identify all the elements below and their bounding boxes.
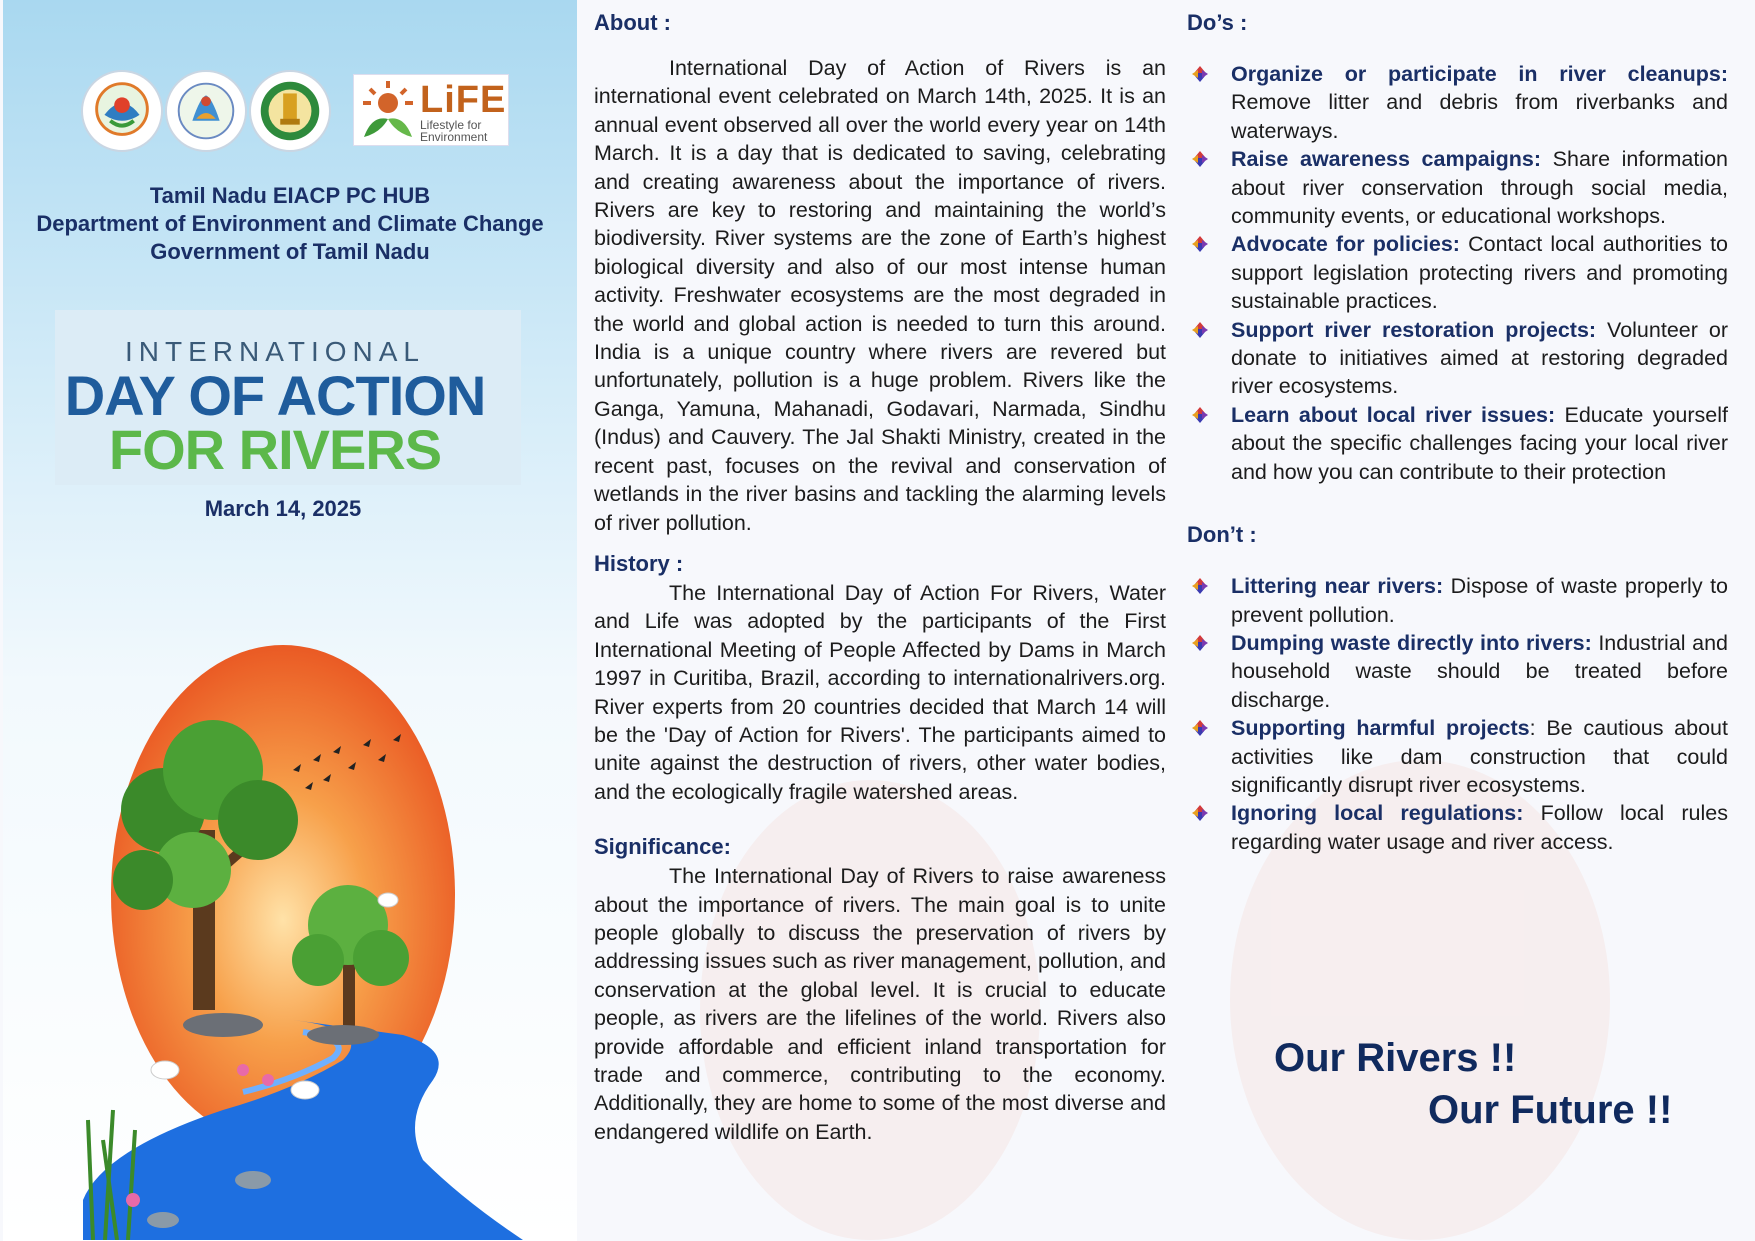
life-logo (353, 74, 509, 146)
bullet-arrow-icon (1191, 150, 1209, 168)
bullet-text: Follow local rules regarding water usage and river access. (1231, 801, 1728, 854)
history-text: The International Day of Action For Rivers, Water and Life was adopted by the participants of the First International Meeting of People Affected by Dams in March 1997 in Curitiba, Brazil, according to internationalrivers.org. River experts from 20 countries decided that March 14 will be the 'Day of Action for Rivers'. The participants aimed to unite against the destruction of rivers, other water bodies, and the ecologically fragile watershed areas. (594, 580, 1166, 804)
bullet-title: Organize or participate in river cleanups: (1231, 62, 1728, 86)
bullet-text: Volunteer or donate to initiatives aimed at restoring degraded river ecosystems. (1231, 317, 1728, 399)
about-text: International Day of Action of Rivers is an international event celebrated on March 14th, 2025. It is an annual event observed all over the world every year on 14th March. It is a day that is dedicated to saving, celebrating and creating awareness about the importance of rivers. Rivers are key to restoring and maintaining the world’s biodiversity. River systems are the zone of Earth’s highest biological diversity and also of our most intense human activity. Freshwater ecosystems are the most degraded in the world and global action is needed to turn this around. India is a unique country where rivers are revered but unfortunately, pollution is a huge problem. Rivers like the Ganga, Yamuna, Mahanadi, Godavari, Narmada, Sindhu (Indus) and Cauvery. The Jal Shakti Ministry, created in the recent past, focuses on the revival and conservation of wetlands in the river basins and tackling the alarming levels of river pollution. (594, 56, 1166, 535)
history-heading: History : (594, 550, 684, 576)
dos-item (1187, 401, 1728, 486)
river-illustration (43, 640, 543, 1240)
bullet-text: Industrial and household waste should be treated before discharge. (1231, 630, 1728, 712)
organization-block (3, 182, 577, 266)
bullet-arrow-icon (1191, 65, 1209, 83)
tamil-nadu-emblem-icon (249, 70, 331, 152)
bullet-title: Littering near rivers: (1231, 574, 1444, 599)
dos-item (1187, 60, 1728, 145)
org-hub-name: Tamil Nadu EIACP PC HUB (149, 183, 431, 208)
org-department: Department of Environment and Climate Change (36, 211, 544, 236)
donts-item (1187, 572, 1728, 629)
bullet-arrow-icon (1191, 235, 1209, 253)
dos-item (1187, 230, 1728, 315)
bullet-text: : Be cautious about activities like dam construction that could significantly disrupt river ecosystems. (1231, 716, 1728, 797)
bullet-text: Remove litter and debris from riverbanks and waterways. (1231, 90, 1728, 143)
bullet-arrow-icon (1191, 321, 1209, 339)
eiacp-emblem-icon (165, 70, 247, 152)
right-column (1187, 8, 1728, 856)
bullet-arrow-icon (1191, 804, 1209, 822)
event-title-banner (55, 310, 521, 485)
life-tagline: Lifestyle for Environment (420, 118, 488, 144)
slogan-line-2: Our Future !! (1428, 1088, 1673, 1132)
logo-row (81, 70, 511, 150)
slogan-line-1: Our Rivers !! (1274, 1036, 1517, 1080)
donts-list (1187, 572, 1728, 856)
event-date: March 14, 2025 (204, 496, 362, 521)
bullet-arrow-icon (1191, 406, 1209, 424)
bullet-title: Raise awareness campaigns: (1231, 147, 1542, 172)
bullet-title: Dumping waste directly into rivers: (1231, 630, 1592, 655)
dos-heading: Do’s : (1187, 10, 1248, 35)
donts-heading: Don’t : (1187, 522, 1257, 548)
bullet-title: Supporting harmful projects (1231, 716, 1530, 741)
bullet-text: Dispose of waste properly to prevent pollution. (1231, 574, 1728, 627)
bullet-title: Learn about local river issues: (1231, 402, 1556, 427)
bullet-title: Advocate for policies: (1231, 232, 1460, 257)
moefcc-emblem-icon (81, 70, 163, 152)
bullet-text: Share information about river conservation through social media, community events, or educational workshops. (1231, 147, 1728, 229)
significance-heading: Significance: (594, 834, 731, 860)
bullet-arrow-icon (1191, 577, 1209, 595)
bullet-text: Contact local authorities to support legislation protecting rivers and promoting sustainable practices. (1231, 232, 1728, 314)
bullet-title: Ignoring local regulations: (1231, 801, 1524, 826)
bullet-text: Educate yourself about the specific challenges facing your local river and how you can contribute to their protection (1231, 402, 1728, 484)
org-government: Government of Tamil Nadu (150, 239, 430, 264)
life-wordmark: LiFE (420, 79, 507, 121)
bullet-arrow-icon (1191, 634, 1209, 652)
dos-item (1187, 316, 1728, 401)
dos-item (1187, 145, 1728, 230)
sun-leaf-icon (358, 79, 418, 141)
dos-list (1187, 60, 1728, 486)
middle-column (594, 8, 1166, 1146)
donts-item (1187, 714, 1728, 799)
cover-panel (3, 0, 577, 1241)
banner-line-international: INTERNATIONAL (125, 336, 425, 367)
bullet-title: Support river restoration projects: (1231, 317, 1597, 342)
donts-item (1187, 799, 1728, 856)
banner-line-day-of-action: DAY OF ACTION (64, 364, 486, 427)
donts-item (1187, 629, 1728, 714)
bullet-arrow-icon (1191, 719, 1209, 737)
significance-text: The International Day of Rivers to raise awareness about the importance of rivers. The main goal is to unite people globally to discuss the preservation of rivers by addressing issues such as river management, pollution, and conservation at the global level. It is crucial to educate people, as rivers are the lifelines of the world. Rivers also provide affordable and efficient inland transportation for trade and commerce, contributing to the economy. Additionally, they are home to some of the most diverse and endangered wildlife on Earth. (594, 864, 1166, 1144)
about-heading: About : (594, 10, 671, 35)
banner-line-for-rivers: FOR RIVERS (108, 418, 442, 481)
